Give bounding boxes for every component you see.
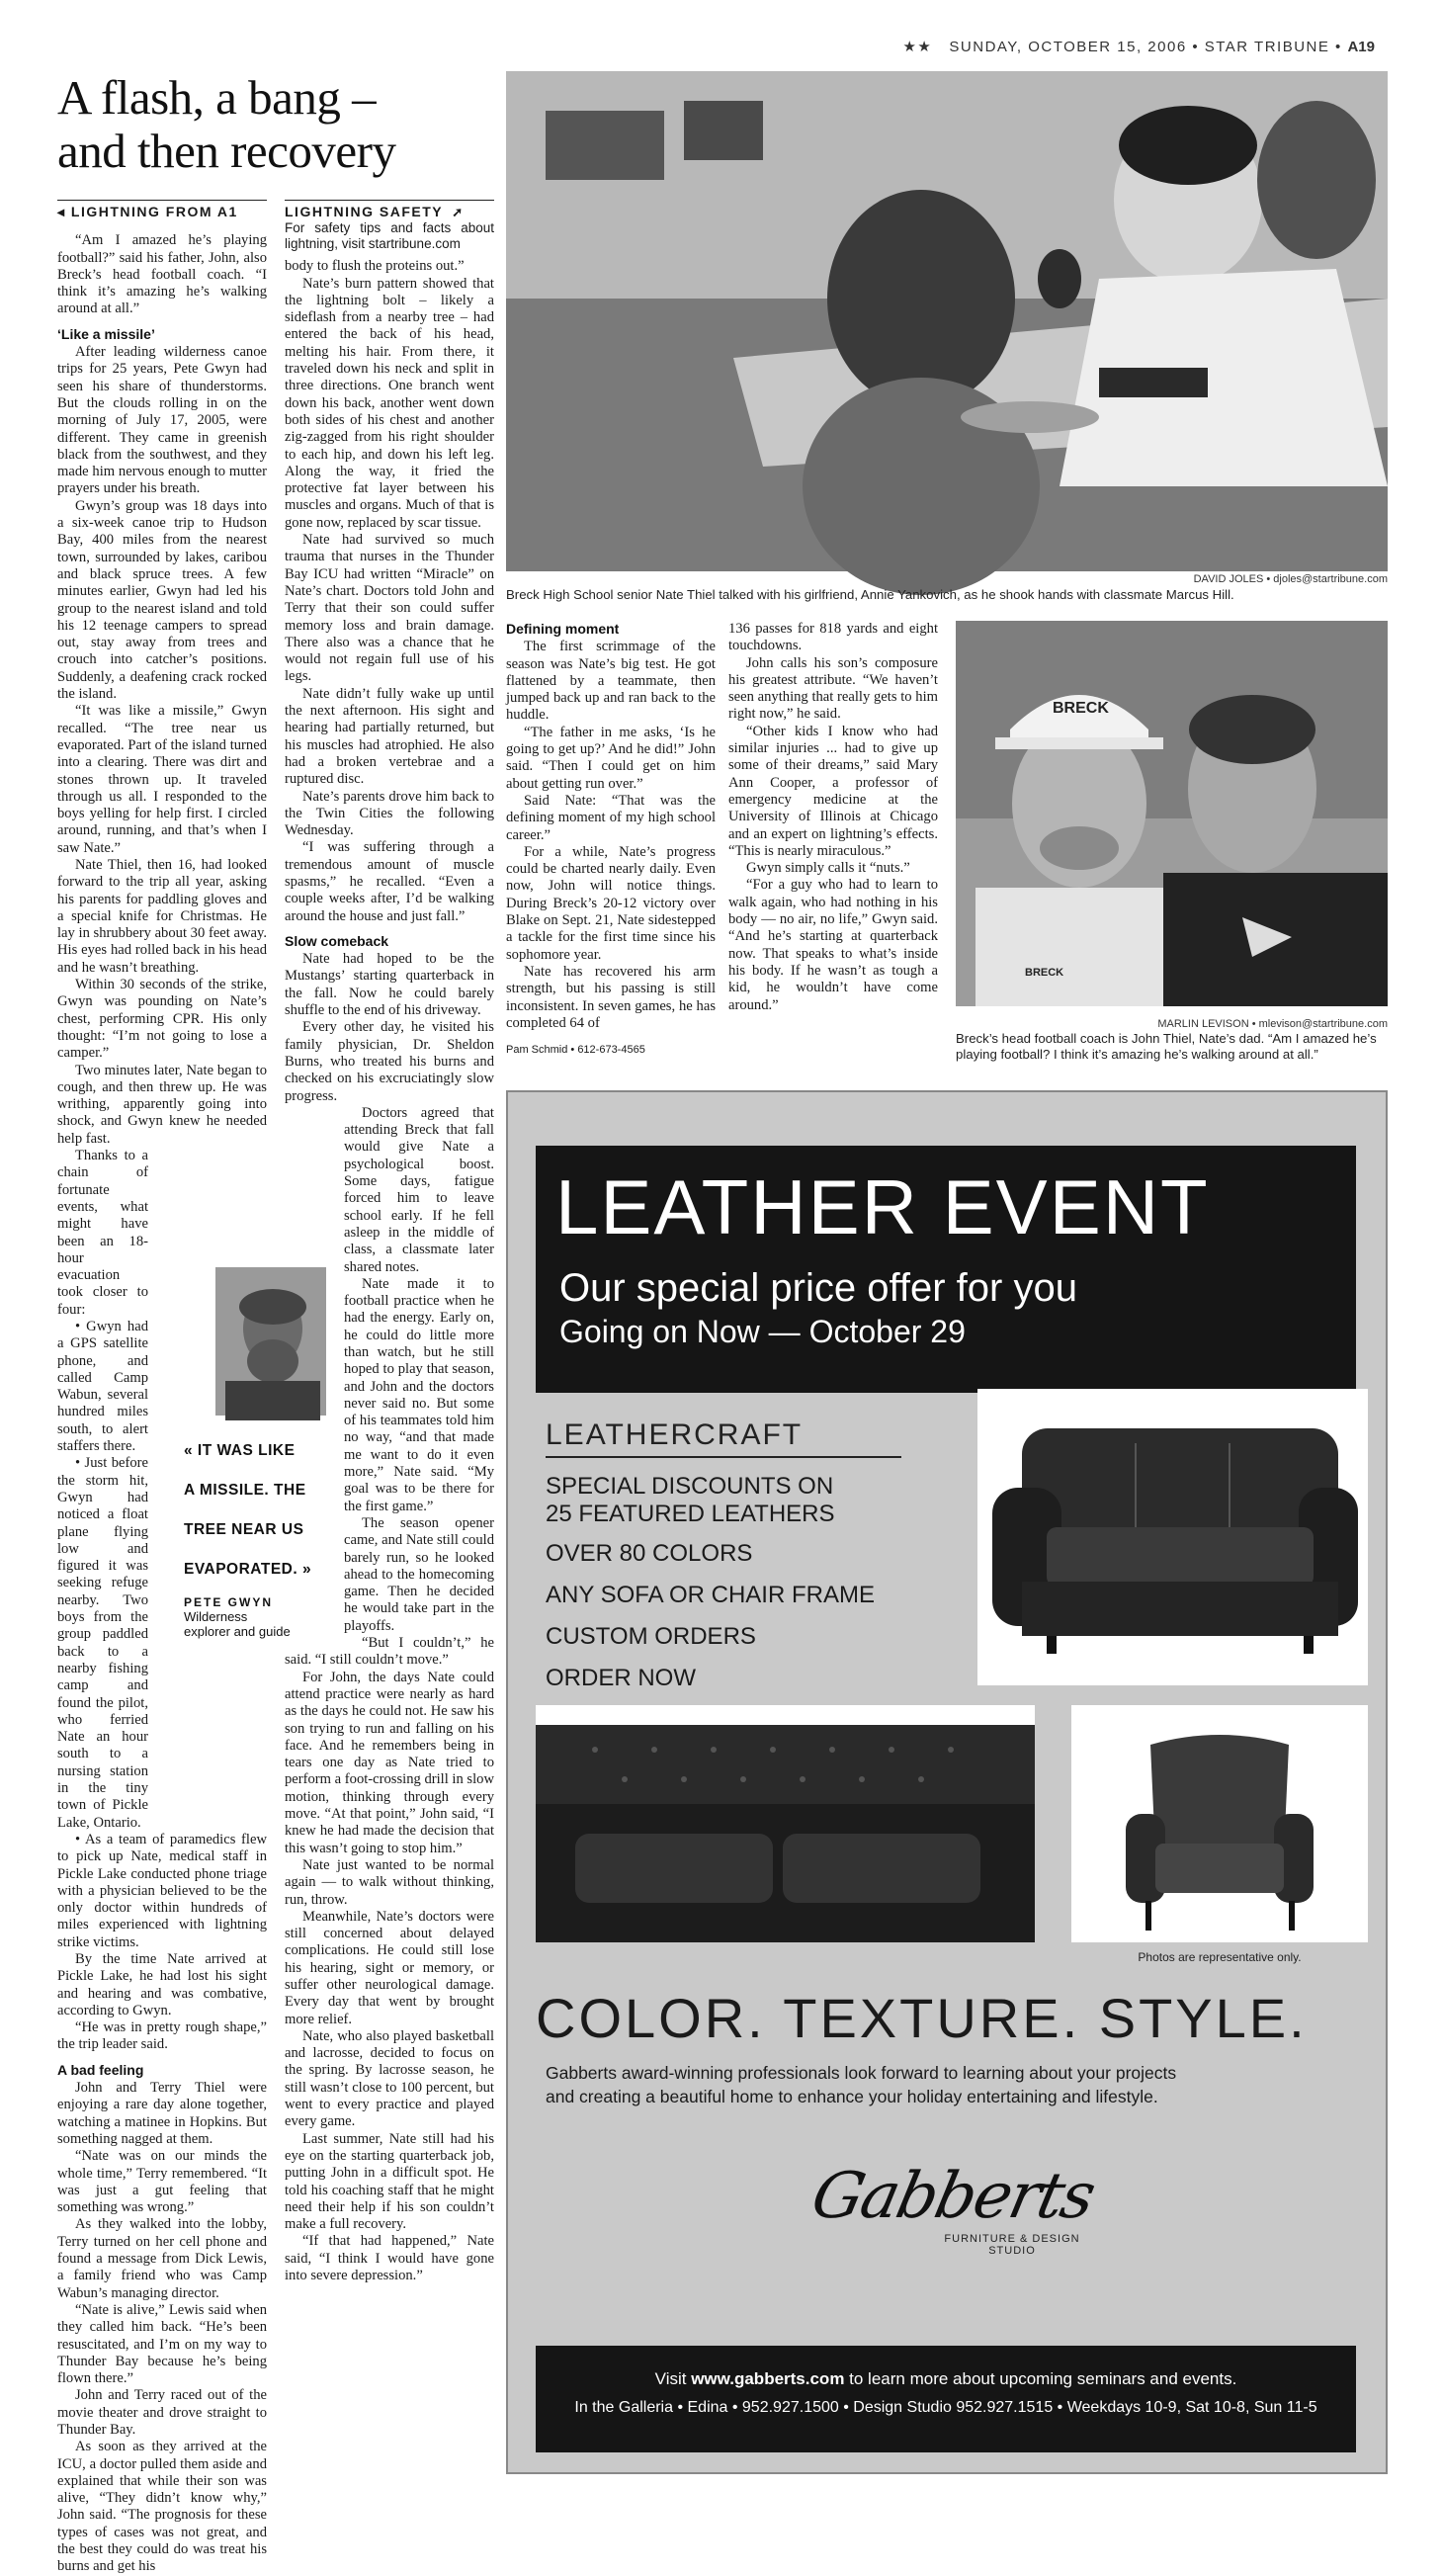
ad-features-list	[546, 1473, 875, 1692]
headline-line-2: and then recovery	[57, 124, 396, 178]
safety-link[interactable]: For safety tips and facts about lightning, visit startribune.com	[285, 220, 494, 252]
paragraph: Within 30 seconds of the strike, Gwyn was pounding on Nate’s chest, performing CPR. His only thought: “I’m not going to lose a camper.”	[57, 977, 267, 1062]
ad-brand: LEATHERCRAFT	[546, 1418, 804, 1451]
ad-feature: 25 FEATURED LEATHERS	[546, 1501, 835, 1527]
paragraph: “It was like a missile,” Gwyn recalled. “The tree near us evaporated. Part of the island turned into a clearing. There was dirt and stones thrown up. It traveled through us all. I responded to the boys yelling for help first. I circled around, running, and that’s when I saw Nate.”	[57, 703, 267, 856]
subhead: ‘Like a missile’	[57, 325, 155, 342]
paragraph: 136 passes for 818 yards and eight touchdowns.	[728, 621, 938, 654]
headline-line-1: A flash, a bang –	[57, 70, 377, 125]
ad-subtitle-1: Our special price offer for you	[559, 1266, 1077, 1310]
logo-wordmark: Gabberts	[806, 2160, 1100, 2233]
paragraph: body to flush the proteins out.”	[285, 258, 465, 275]
pullquote-name: PETE GWYN	[184, 1595, 274, 1609]
paragraph: Nate Thiel, then 16, had looked forward to the trip all year, asking his parents for paddling gloves and a special knife for Christmas. He lay in shrubbery about 30 feet away. His eyes had rolled back in his head and he wasn’t breathing.	[57, 856, 267, 976]
ad-footer-line-1: Visit www.gabberts.com to learn more about upcoming seminars and events.	[654, 2369, 1237, 2388]
article-column-2	[285, 200, 494, 2473]
folio-dateline: SUNDAY, OCTOBER 15, 2006 • STAR TRIBUNE •	[949, 39, 1342, 55]
ad-subtitle-2: Going on Now — October 29	[559, 1314, 966, 1349]
paragraph: Nate had hoped to be the Mustangs’ starting quarterback in the fall. Now he could barely shuffle to the end of his driveway.	[285, 951, 494, 1019]
paragraph: • Just before the storm hit, Gwyn had noticed a float plane flying low and figured it was seeking refuge nearby. Two boys from the group paddled back to a nearby fishing camp and found the pilot, who ferried Nate an hour south to a nursing station in the tiny town of Pickle Lake, Ontario.	[57, 1455, 148, 1831]
paragraph: Meanwhile, Nate’s doctors were still concerned about delayed complications. He could still lose his hearing, sight or memory, or suffer other neurological damage. Every day that went by brought more relief.	[285, 1908, 494, 2027]
paragraph: Nate didn’t fully wake up until the next afternoon. His sight and hearing had partially returned, but his muscles had atrophied. He also had a broken vertebrae and a ruptured disc.	[285, 685, 494, 788]
ad-feature: CUSTOM ORDERS	[546, 1623, 756, 1650]
gabberts-logo[interactable]	[805, 2160, 1101, 2257]
paragraph: “Other kids I know who had similar injuries ... had to give up some of their dreams,” said Mary Ann Cooper, a professor of emergency medicine at the University of Illinois at Chicago and an expert on lightning’s effects. “This is nearly miraculous.”	[728, 723, 938, 859]
paragraph: Two minutes later, Nate began to cough, and then threw up. He was writhing, apparently going into shock, and Gwyn knew he needed help fast.	[57, 1062, 267, 1147]
ad-body: Gabberts award-winning professionals look forward to learning about your projects and creating a beautiful home to enhance your holiday entertaining and lifestyle.	[546, 2063, 1177, 2106]
paragraph: Said Nate: “That was the defining moment of my high school career.”	[506, 792, 716, 843]
main-photo	[506, 71, 1388, 571]
photo-credit: DAVID JOLES • djoles@startribune.com	[1193, 573, 1388, 585]
paragraph: “Nate was on our minds the whole time,” Terry remembered. “It was just a gut feeling that something was wrong.”	[57, 2148, 267, 2216]
paragraph: By the time Nate arrived at Pickle Lake, he had lost his sight and hearing and was combative, according to Gwyn.	[57, 1950, 267, 2018]
logo-subtitle: FURNITURE & DESIGN STUDIO	[944, 2233, 1080, 2257]
main-photo-image	[506, 71, 1388, 571]
paragraph: Gwyn’s group was 18 days into a six-week canoe trip to Hudson Bay, 400 miles from the nearest town, surrounded by lakes, caribou and black spruce trees. A few minutes earlier, Gwyn had led his group to the nearest island and told his 12 teenage campers to spread out, stay away from trees and crouch into catcher’s positions. Suddenly, a deafening crack rocked the island.	[57, 497, 267, 703]
ad-footer-line-2: In the Galleria • Edina • 952.927.1500 • Design Studio 952.927.1515 • Weekdays 10-9, Sat 10-8, Sun 11-5	[574, 2399, 1317, 2416]
paragraph: Nate has recovered his arm strength, but his passing is still inconsistent. In seven games, he has completed 64 of	[506, 963, 716, 1031]
ad-feature: ANY SOFA OR CHAIR FRAME	[546, 1582, 875, 1608]
folio-page-number: A19	[1347, 39, 1375, 55]
ad-feature: OVER 80 COLORS	[546, 1540, 753, 1567]
page-folio	[902, 38, 1375, 55]
paragraph: Nate just wanted to be normal again — to walk without thinking, run, throw.	[285, 1856, 494, 1908]
coach-photo	[956, 621, 1388, 1006]
ad-footer	[536, 2346, 1356, 2452]
article-column-4	[728, 621, 938, 1056]
paragraph: Last summer, Nate still had his eye on the starting quarterback job, putting John in a difficult spot. He told his coaching staff that he might need their help if his son couldn’t make a full recovery.	[285, 2130, 494, 2233]
paragraph: Every other day, he visited his family physician, Dr. Sheldon Burns, who treated his burns and checked on his excruciatingly slow progress.	[285, 1019, 494, 1104]
subhead: Slow comeback	[285, 932, 389, 949]
cursor-icon: ➚	[452, 205, 465, 219]
paragraph: “Am I amazed he’s playing football?” said his father, John, also Breck’s head football coach. “I think it’s amazing he’s walking around at all.”	[57, 232, 267, 317]
paragraph: “He was in pretty rough shape,” the trip leader said.	[57, 2019, 267, 2053]
reporter-signature: Pam Schmid • 612-673-4565	[506, 1044, 645, 1057]
paragraph: Nate’s burn pattern showed that the lightning bolt – likely a sideflash from a nearby tree – had entered the back of his head, melting his hair. From there, it traveled down his neck and split in three directions. One branch went down his back, another went down both sides of his chest and another zig-zagged from his right shoulder to each hip, and down his left leg. Along the way, it fried the protective fat layer between his muscles and organs. Much of that is gone now, replaced by scar tissue.	[285, 275, 494, 531]
pullquote-line: « IT WAS LIKE	[184, 1442, 296, 1459]
paragraph: Nate, who also played basketball and lacrosse, decided to focus on the spring. By lacrosse season, he still wasn’t close to 100 percent, but went to every practice and played every game.	[285, 2027, 494, 2130]
ad-feature: ORDER NOW	[546, 1665, 696, 1691]
jersey-text: BRECK	[1025, 967, 1064, 979]
paragraph: John and Terry Thiel were enjoying a rare day alone together, watching a matinee in Hopkins. But something nagged at them.	[57, 2080, 267, 2147]
sofa-image	[977, 1389, 1368, 1685]
ad-title: LEATHER EVENT	[555, 1163, 1210, 1250]
photo-caption: Breck’s head football coach is John Thiel, Nate’s dad. “Am I amazed he’s playing football? I think it’s amazing he’s walking around at all.”	[956, 1031, 1377, 1062]
chesterfield-image	[536, 1705, 1035, 1942]
paragraph: “For a guy who had to learn to walk again, who had nothing in his body — no air, no life,” Gwyn said. “And he’s starting at quarterback now. That speaks to what’s inside his body. If he wasn’t as tough a kid, he wouldn’t have come around.”	[728, 877, 938, 1013]
paragraph: As soon as they arrived at the ICU, a doctor pulled them aside and explained that while their son was alive, “They didn’t know why,” John said. “The prognosis for these types of cases was not great, and the best they could do was treat his burns and get his	[57, 2439, 267, 2575]
pullquote-line: TREE NEAR US	[184, 1521, 304, 1538]
ad-header-box	[536, 1146, 1356, 1393]
photo-caption: Breck High School senior Nate Thiel talked with his girlfriend, Annie Yankovich, as he shook hands with classmate Marcus Hill.	[506, 587, 1234, 602]
ad-feature: SPECIAL DISCOUNTS ON	[546, 1473, 834, 1500]
pullquote-line: A MISSILE. THE	[184, 1482, 306, 1499]
advertisement	[506, 1090, 1388, 2474]
paragraph: “The father in me asks, ‘Is he going to get up?’ And he did!” John said. “Then I could get on him about getting run over.”	[506, 724, 716, 792]
subhead: Defining moment	[506, 621, 620, 637]
ad-brand-rule	[546, 1456, 901, 1458]
photo-credit: MARLIN LEVISON • mlevison@startribune.com	[1157, 1018, 1388, 1030]
paragraph: The first scrimmage of the season was Nate’s big test. He got flattened by a teammate, then jumped back up and ran back to the huddle.	[506, 639, 716, 724]
paragraph: “If that had happened,” Nate said, “I think I would have gone into severe depression.”	[285, 2233, 494, 2284]
folio-stars: ★★	[902, 39, 933, 55]
safety-heading: LIGHTNING SAFETY ➚	[285, 200, 494, 220]
paragraph: “But I couldn’t,” he said. “I still couldn’t move.”	[285, 1635, 494, 1669]
cap-logo-text: BRECK	[1053, 700, 1109, 717]
sofa-photo	[977, 1389, 1368, 1685]
ad-slogan: COLOR. TEXTURE. STYLE.	[536, 1987, 1308, 2049]
paragraph: • Gwyn had a GPS satellite phone, and called Camp Wabun, several hundred miles south, to alert staffers there.	[57, 1319, 148, 1455]
paragraph: Thanks to a chain of fortunate events, what might have been an 18-hour evacuation took closer to four:	[57, 1148, 148, 1318]
paragraph: Nate made it to football practice when he had the energy. Early on, he could do little more than watch, but he still hoped to play that season, and John and the doctors never said no. But some of his teammates told him no way, “and that made me want to do it even more,” Nate said. “My goal was to be there for the first game.”	[344, 1275, 494, 1514]
paragraph: As they walked into the lobby, Terry turned on her cell phone and found a message from Dick Lewis, a family friend who was Camp Wabun’s managing director.	[57, 2216, 267, 2301]
article-column-3	[506, 621, 716, 1075]
pullquote-line: EVAPORATED. »	[184, 1561, 312, 1578]
paragraph: “Nate is alive,” Lewis said when they called him back. “He’s been resuscitated, and I’m on my way to Thunder Bay because he’s being flown there.”	[57, 2301, 267, 2387]
paragraph: For John, the days Nate could attend practice were nearly as hard as the days he could not. He saw his son trying to run and falling on his face. And he remembers being in tears one day as Nate tried to perform a foot-crossing drill in slow motion, thinking through every move. “At that point,” John said, “I knew he had made the decision that this wasn’t going to stop him.”	[285, 1669, 494, 1856]
paragraph: John calls his son’s composure his greatest attribute. “We haven’t seen anything that really gets to him right now,” he said.	[728, 654, 938, 723]
coach-photo-image	[956, 621, 1388, 1006]
paragraph: John and Terry raced out of the movie theater and drove straight to Thunder Bay.	[57, 2387, 267, 2438]
paragraph: • As a team of paramedics flew to pick up Nate, medical staff in Pickle Lake conducted phone triage with a physician believed to be the only doctor within hundreds of miles experienced with lightning strike victims.	[57, 1831, 267, 1950]
armchair-image	[1071, 1705, 1368, 1942]
photos-disclaimer: Photos are representative only.	[1138, 1950, 1302, 1964]
website-link[interactable]: www.gabberts.com	[691, 2369, 845, 2388]
paragraph: Nate had survived so much trauma that nurses in the Thunder Bay ICU had written “Miracle” on Nate’s chart. Doctors told John and Terry that their son could suffer memory loss and brain damage. There also was a chance that he would not regain full use of his legs.	[285, 532, 494, 685]
paragraph: Gwyn simply calls it “nuts.”	[746, 860, 910, 877]
paragraph: “I was suffering through a tremendous amount of muscle spasms,” he recalled. “Even a couple weeks after, I’d be walking around the house and just fall.”	[285, 839, 494, 924]
jump-label[interactable]: ◂ LIGHTNING FROM A1	[57, 200, 267, 220]
paragraph: The season opener came, and Nate still could barely run, so he looked ahead to the homecoming game. Then he decided he would take part in the playoffs.	[344, 1514, 494, 1634]
pullquote-role: Wilderness explorer and guide	[184, 1609, 291, 1639]
armchair-photo	[1071, 1705, 1368, 1942]
paragraph: Doctors agreed that attending Breck that fall would give Nate a psychological boost. Some days, fatigue forced him to leave school early. If he fell asleep in the middle of class, a classmate later shared notes.	[344, 1104, 494, 1275]
paragraph: For a while, Nate’s progress could be charted nearly daily. Even now, John will notice things. During Breck’s 20-12 victory over Blake on Sept. 21, Nate sidestepped a tackle for the first time since his sophomore year.	[506, 843, 716, 963]
paragraph: Nate’s parents drove him back to the Twin Cities the following Wednesday.	[285, 788, 494, 839]
subhead: A bad feeling	[57, 2061, 144, 2078]
chesterfield-photo	[536, 1705, 1035, 1942]
paragraph: After leading wilderness canoe trips for 25 years, Pete Gwyn had seen his share of thunderstorms. But the clouds rolling in on the morning of July 17, 2005, were different. They came in greenish black from the southwest, and they made him nervous enough to mutter prayers under his breath.	[57, 344, 267, 497]
headline	[57, 71, 492, 178]
